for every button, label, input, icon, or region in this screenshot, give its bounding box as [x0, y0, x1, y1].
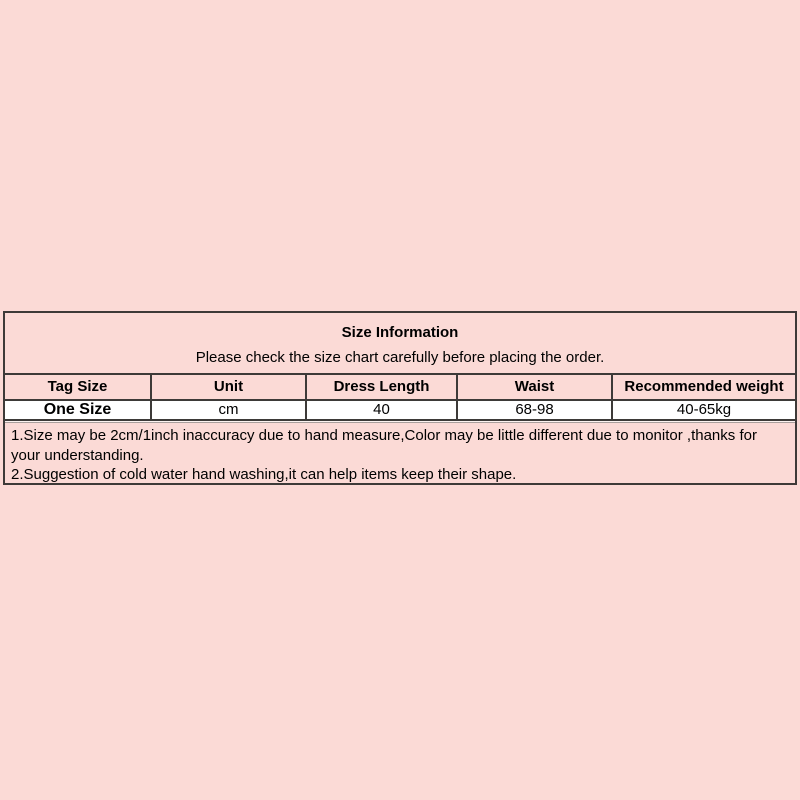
table-title-row	[5, 313, 795, 375]
data-cell-recommended-weight: 40-65kg	[676, 401, 732, 418]
table-data-row	[5, 401, 795, 421]
header-cell-dress-length: Dress Length	[307, 375, 458, 399]
size-information-table	[3, 311, 797, 485]
data-cell-unit: cm	[152, 401, 307, 419]
data-cell-tag-size: One Size	[5, 401, 152, 419]
table-header-row	[5, 375, 795, 401]
table-notes-row	[5, 423, 795, 483]
header-cell-recommended-weight: Recommended weight	[624, 378, 784, 395]
header-cell-waist: Waist	[458, 375, 613, 399]
table-title: Size Information	[341, 324, 459, 341]
header-cell-unit: Unit	[152, 375, 307, 399]
data-cell-waist: 68-98	[458, 401, 613, 419]
table-subtitle: Please check the size chart carefully before placing the order.	[195, 349, 605, 366]
header-cell-tag-size: Tag Size	[5, 375, 152, 399]
note-size-inaccuracy: 1.Size may be 2cm/1inch inaccuracy due to hand measure,Color may be little different due to monitor ,thanks for your understanding.	[11, 427, 757, 464]
data-cell-dress-length: 40	[307, 401, 458, 419]
note-washing-suggestion: 2.Suggestion of cold water hand washing,it can help items keep their shape.	[11, 466, 517, 483]
